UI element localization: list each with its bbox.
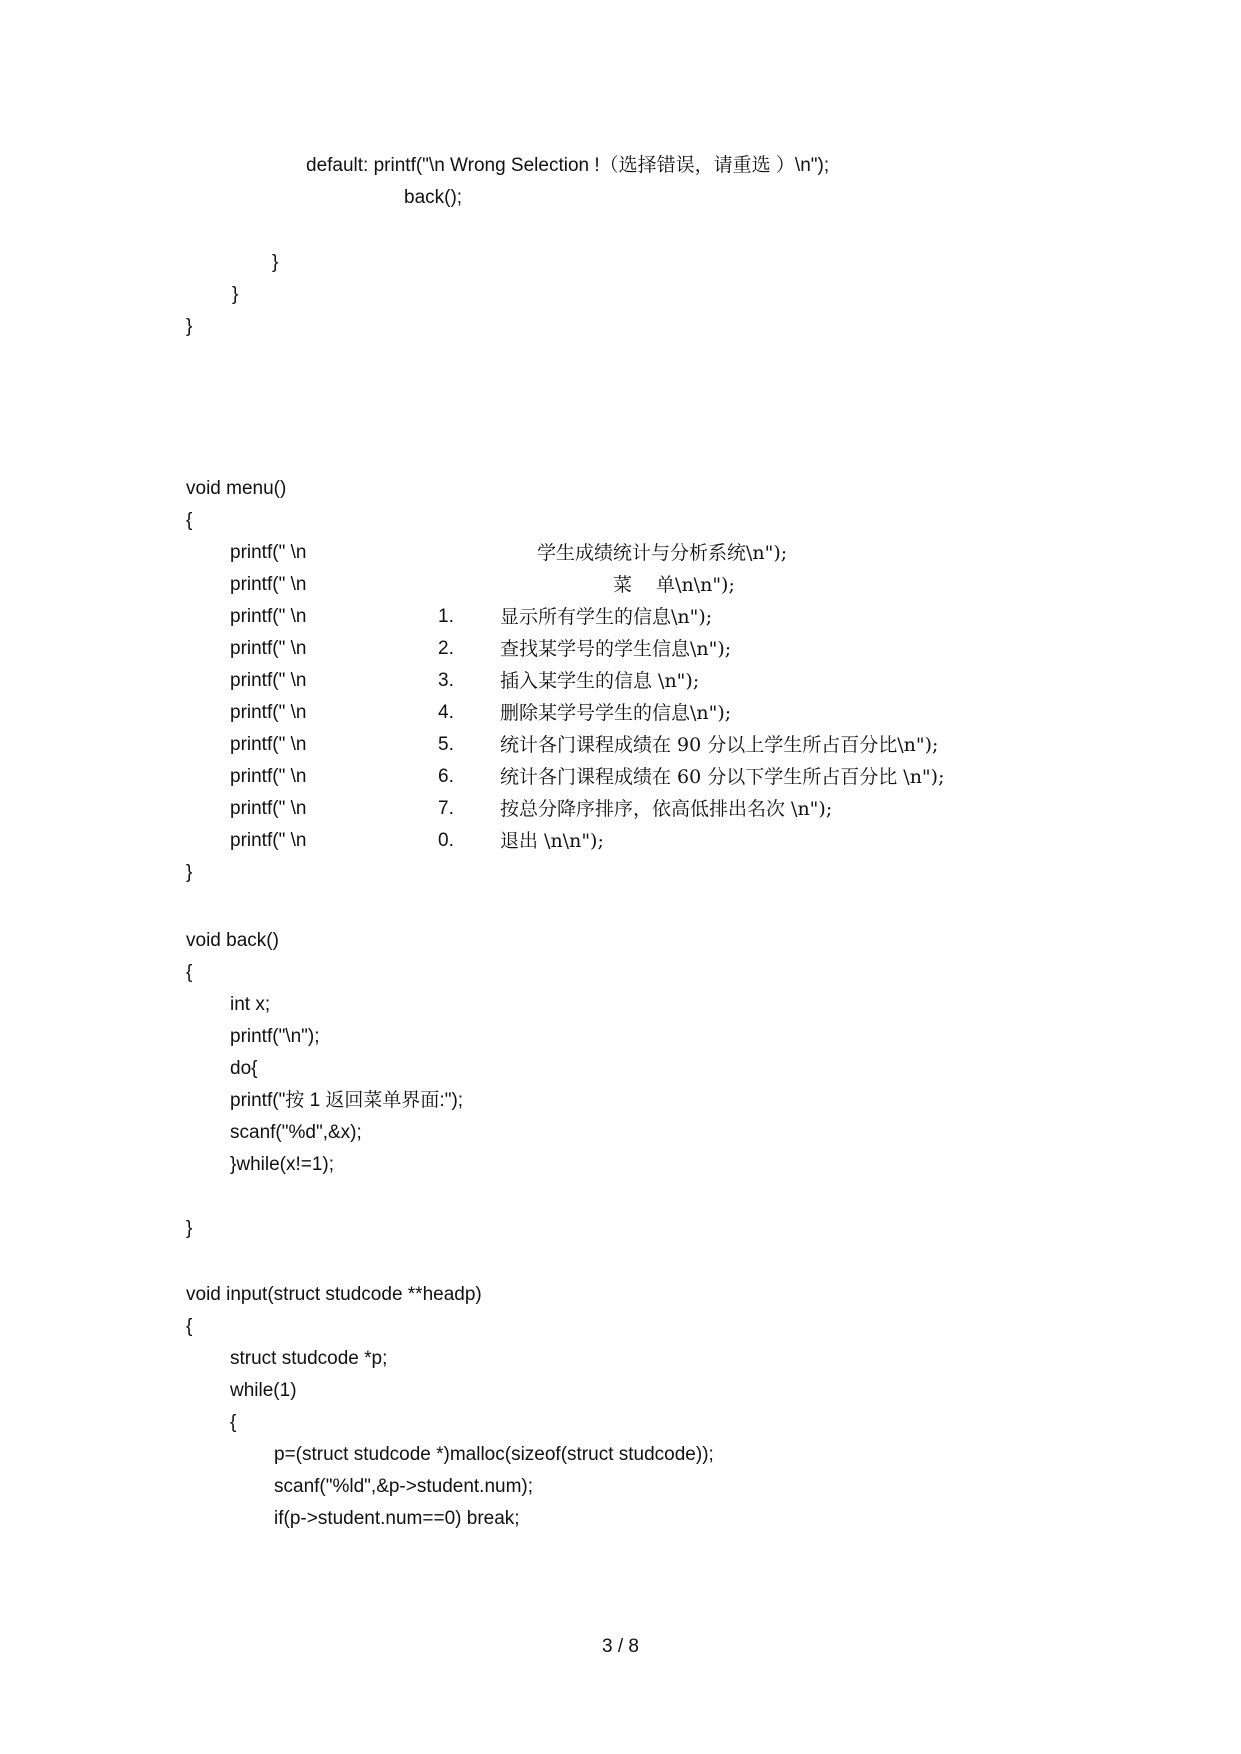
menu-item-text: 插入某学生的信息 \n"); — [500, 670, 700, 692]
code-line: if(p->student.num==0) break; — [274, 1508, 520, 1529]
code-line: }while(x!=1); — [230, 1154, 335, 1175]
menu-subtitle-text: 菜 单\n\n"); — [613, 574, 735, 596]
menu-printf-prefix: printf(" \n — [230, 702, 307, 723]
function-signature-input: void input(struct studcode **headp) — [186, 1284, 482, 1305]
menu-item-text: 显示所有学生的信息\n"); — [500, 606, 713, 628]
menu-title-text: 学生成绩统计与分析系统\n"); — [537, 542, 788, 564]
function-signature-menu: void menu() — [186, 478, 287, 499]
menu-item-number: 4. — [438, 702, 454, 723]
menu-item-text: 按总分降序排序，依高低排出名次 \n"); — [500, 798, 833, 820]
menu-item-number: 1. — [438, 606, 454, 627]
menu-item-text: 统计各门课程成绩在 90 分以上学生所占百分比\n"); — [500, 734, 939, 756]
menu-item-number: 3. — [438, 670, 454, 691]
menu-item-text: 退出 \n\n"); — [500, 830, 604, 852]
code-open-brace: { — [186, 510, 193, 531]
menu-printf-prefix: printf(" \n — [230, 638, 307, 659]
code-close-brace: } — [186, 316, 193, 337]
code-line: printf("\n"); — [230, 1026, 320, 1047]
menu-item-text: 查找某学号的学生信息\n"); — [500, 638, 732, 660]
code-line: { — [230, 1412, 237, 1433]
code-line: printf("按 1 返回菜单界面:"); — [230, 1090, 464, 1111]
menu-item-text: 统计各门课程成绩在 60 分以下学生所占百分比 \n"); — [500, 766, 945, 788]
code-line: struct studcode *p; — [230, 1348, 388, 1369]
code-close-brace: } — [232, 284, 239, 305]
menu-printf-prefix: printf(" \n — [230, 574, 307, 595]
menu-item-number: 6. — [438, 766, 454, 787]
code-line-default: default: printf("\n Wrong Selection !（选择错误，请重选 ）\n"); — [306, 155, 830, 176]
code-open-brace: { — [186, 962, 193, 983]
menu-item-number: 0. — [438, 830, 454, 851]
code-line-back-call: back(); — [404, 187, 463, 208]
menu-item-number: 5. — [438, 734, 454, 755]
code-close-brace: } — [272, 252, 279, 273]
menu-printf-prefix: printf(" \n — [230, 670, 307, 691]
page-number: 3 / 8 — [602, 1636, 639, 1657]
code-close-brace: } — [186, 1218, 193, 1239]
menu-printf-prefix: printf(" \n — [230, 830, 307, 851]
code-close-brace: } — [186, 862, 193, 883]
menu-printf-prefix: printf(" \n — [230, 606, 307, 627]
code-line: p=(struct studcode *)malloc(sizeof(struct studcode)); — [274, 1444, 714, 1465]
code-line: scanf("%d",&x); — [230, 1122, 362, 1143]
menu-item-text: 删除某学号学生的信息\n"); — [500, 702, 732, 724]
code-line: do{ — [230, 1058, 258, 1079]
code-line: scanf("%ld",&p->student.num); — [274, 1476, 534, 1497]
code-open-brace: { — [186, 1316, 193, 1337]
menu-printf-prefix: printf(" \n — [230, 798, 307, 819]
code-line: int x; — [230, 994, 271, 1015]
code-line: while(1) — [230, 1380, 297, 1401]
menu-printf-prefix: printf(" \n — [230, 734, 307, 755]
function-signature-back: void back() — [186, 930, 279, 951]
menu-printf-prefix: printf(" \n — [230, 542, 307, 563]
menu-printf-prefix: printf(" \n — [230, 766, 307, 787]
menu-item-number: 2. — [438, 638, 454, 659]
menu-item-number: 7. — [438, 798, 454, 819]
